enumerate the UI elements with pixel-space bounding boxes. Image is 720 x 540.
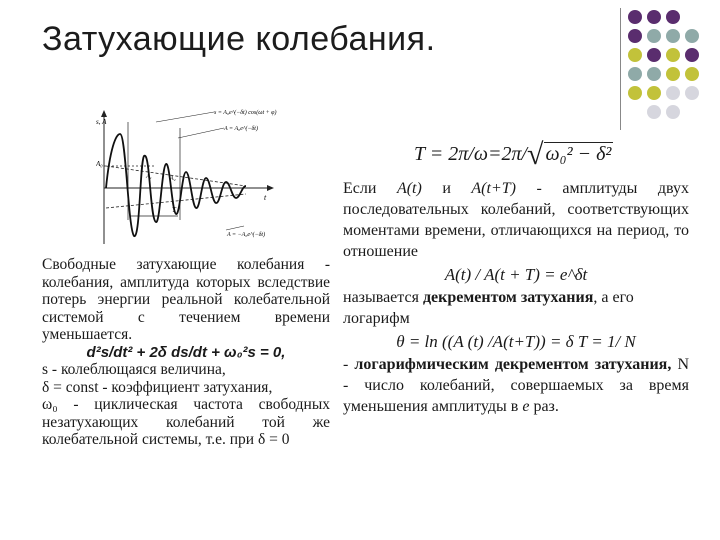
sqrt-icon: √ (527, 138, 544, 171)
graph-axis-x-label: t (264, 193, 267, 202)
graph-a2-label: A₂ (170, 176, 176, 182)
damping-coefficient-definition: δ = const - коэффициент затухания, (42, 378, 273, 396)
period-formula-lhs: T = 2π/ω=2π/ (414, 143, 528, 165)
natural-frequency-definition: ω₀ - циклическая частота свободных незатухающих колебаний той же колебательной системы, т.е. при δ = 0 (42, 396, 330, 448)
period-formula-radicand: ω₀² − δ² (545, 143, 612, 165)
page-title: Затухающие колебания. (42, 20, 436, 58)
graph-axis-y-label: s, A (96, 118, 107, 126)
amplitude-ratio-formula: A(t) / A(t + T) = e^δt (444, 265, 588, 284)
definition-paragraph: Свободные затухающие колебания - колебания, амплитуда которых вследствие потерь энергии реальной колебательной системой с течением времени уменьшается. (42, 256, 330, 343)
damped-oscillation-graph (96, 108, 358, 250)
graph-a1-label: A₁ (146, 174, 152, 180)
right-column (343, 178, 689, 417)
graph-curve-label: s = A₀e^(−δt) cos(ωt + φ) (214, 110, 277, 116)
log-decrement-paragraph: - логарифмическим декрементом затухания, N - число колебаний, совершаемых за время уменьшения амплитуды в e раз. (343, 356, 689, 415)
decor-divider (620, 8, 621, 130)
period-formula (414, 138, 613, 172)
variable-s-definition: s - колеблющаяся величина, (42, 361, 226, 378)
amplitude-ratio-paragraph: Если A(t) и A(t+T) - амплитуды двух последовательных колебаний, соответствующих моментами времени, отличающихся на период, то отношение (343, 180, 690, 260)
graph-a0-label: A₀ (96, 160, 103, 168)
graph-upper-envelope-label: A = A₀e^(−δt) (224, 126, 258, 132)
graph-period-label: T (172, 206, 176, 214)
graph-lower-envelope-label: A = −A₀e^(−δt) (227, 232, 266, 238)
log-decrement-formula: θ = ln ((A (t) /A(t+T)) = δ T = 1/ N (396, 332, 636, 351)
differential-equation: d²s/dt² + 2δ ds/dt + ω₀²s = 0, (86, 343, 286, 361)
decrement-paragraph: называется декрементом затухания, а его логарифм (343, 289, 634, 327)
left-column (42, 256, 330, 449)
